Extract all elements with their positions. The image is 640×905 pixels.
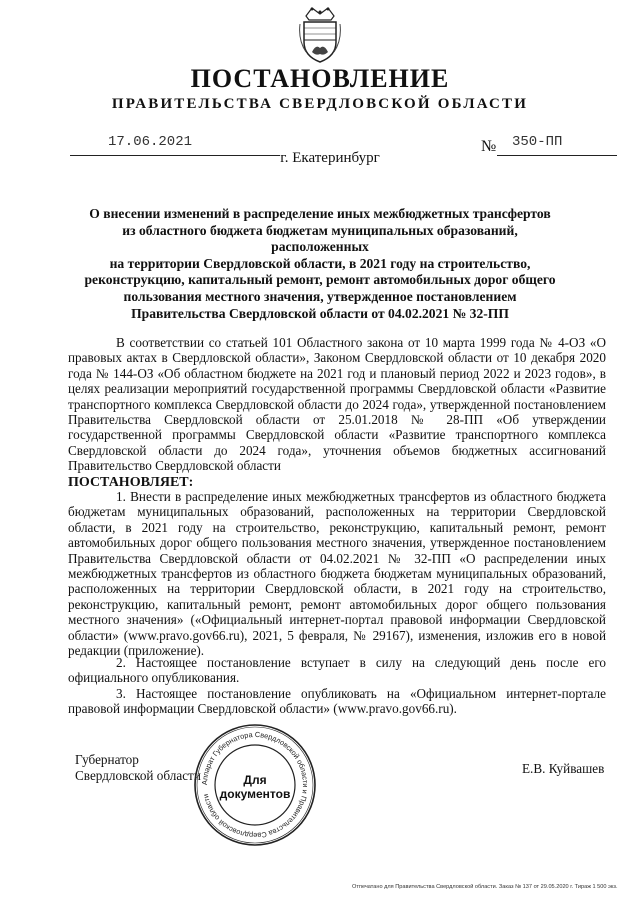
stamp-label-line: документов: [219, 787, 291, 801]
item-1-paragraph: 1. Внести в распределение иных межбюджетных трансфертов из областного бюджета бюджетам муниципальных образований, расположенных на территории Свердловской области, в 2021 году на строительство, реконструкцию, капитальный ремонт, ремонт автомобильных дорог общего пользования местного значения, утвержденное постановлением Правительства Свердловской области от 04.02.2021 № 32-ПП «О распределении иных межбюджетных трансфертов из областного бюджета бюджетам муниципальных образований, расположенных на территории Свердловской области, в 2021 году на строительство, реконструкцию, капитальный ремонт, ремонт автомобильных дорог общего пользования местного значения» («Официальный интернет-портал правовой информации Свердловской области» (www.pravo.gov66.ru), 2021, 5 февраля, № 29167), изменения, изложив его в новой редакции (приложение).: [68, 489, 606, 659]
signatory-name: Е.В. Куйвашев: [522, 761, 605, 776]
decree-word: ПОСТАНОВЛЯЕТ:: [68, 475, 194, 490]
document-date: 17.06.2021: [108, 134, 193, 150]
item-2-paragraph: 2. Настоящее постановление вступает в силу на следующий день после его официального опубликования.: [68, 655, 606, 686]
issuing-authority: ПРАВИТЕЛЬСТВА СВЕРДЛОВСКОЙ ОБЛАСТИ: [111, 96, 529, 112]
coat-of-arms-icon: [298, 6, 342, 64]
stamp-label: [215, 773, 295, 801]
document-number: 350-ПП: [512, 134, 563, 150]
preamble-paragraph: В соответствии со статьей 101 Областного закона от 10 марта 1999 года № 4-ОЗ «О правовых актах в Свердловской области», Законом Свердловской области от 10 декабря 2020 года № 144-ОЗ «Об областном бюджете на 2021 год и плановый период 2022 и 2023 годов», в целях реализации мероприятий государственной программы Свердловской области «Развитие транспортного комплекса Свердловской области до 2024 года», утвержденной постановлением Правительства Свердловской области от 25.01.2018 № 28-ПП «Об утверждении государственной программы Свердловской области «Развитие транспортного комплекса Свердловской области до 2024 года», уточнения объемов бюджетных ассигнований Правительство Свердловской области: [68, 335, 606, 474]
heading-line: О внесении изменений в распределение иных межбюджетных трансфертов: [89, 206, 551, 221]
heading-line: пользования местного значения, утвержденное постановлением: [123, 288, 517, 304]
number-sign: №: [481, 138, 497, 155]
heading-line: из областного бюджета бюджетам муниципальных образований, расположенных: [122, 222, 518, 255]
stamp-ring-text: Аппарат Губернатора Свердловской области и Правительства Свердловской области: [199, 729, 311, 841]
document-city: г. Екатеринбург: [280, 150, 380, 166]
heading-line: на территории Свердловской области, в 2021 году на строительство,: [109, 255, 531, 271]
signatory-position: [75, 752, 201, 784]
position-line: Свердловской области: [75, 768, 201, 783]
position-line: Губернатор: [75, 752, 139, 767]
heading-line: реконструкцию, капитальный ремонт, ремонт автомобильных дорог общего: [84, 272, 556, 288]
document-title: ПОСТАНОВЛЕНИЕ: [190, 64, 450, 93]
stamp-label-line: Для: [243, 773, 267, 787]
document-heading: [78, 206, 562, 322]
print-imprint: Отпечатано для Правительства Свердловской области. Заказ № 137 от 29.05.2020 г. Тираж 1 500 экз.: [352, 884, 618, 890]
item-3-paragraph: 3. Настоящее постановление опубликовать на «Официальном интернет-портале правовой информации Свердловской области» (www.pravo.gov66.ru).: [68, 686, 606, 717]
heading-line: Правительства Свердловской области от 04.02.2021 № 32-ПП: [131, 305, 509, 321]
